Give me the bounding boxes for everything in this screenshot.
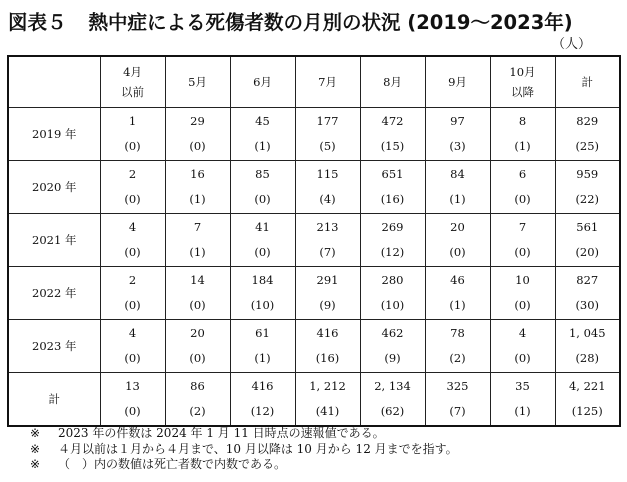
table-cell bbox=[295, 108, 360, 161]
death-count: (7) bbox=[319, 245, 336, 259]
death-count: (7) bbox=[449, 404, 466, 418]
death-count: (0) bbox=[514, 351, 531, 365]
death-count: (16) bbox=[315, 351, 340, 365]
casualty-count: 20 bbox=[190, 326, 205, 340]
casualty-count: 416 bbox=[316, 326, 339, 340]
death-count: (0) bbox=[124, 404, 141, 418]
casualty-count: 7 bbox=[518, 220, 527, 234]
death-count: (2) bbox=[449, 351, 466, 365]
casualty-count: 13 bbox=[125, 379, 140, 393]
column-header-label: 9月 bbox=[448, 75, 467, 89]
death-count: (25) bbox=[575, 139, 600, 153]
casualty-count: 41 bbox=[255, 220, 270, 234]
death-count: (62) bbox=[380, 404, 405, 418]
death-count: (1) bbox=[514, 139, 531, 153]
table-cell bbox=[360, 108, 425, 161]
table-cell bbox=[425, 108, 490, 161]
table-cell bbox=[295, 214, 360, 267]
death-count: (0) bbox=[124, 245, 141, 259]
death-count: (10) bbox=[250, 298, 275, 312]
table-row bbox=[8, 267, 620, 320]
casualty-count: 6 bbox=[518, 167, 527, 181]
unit-label: （人） bbox=[551, 37, 591, 52]
table-cell bbox=[555, 161, 620, 214]
table-cell bbox=[230, 161, 295, 214]
table-cell bbox=[490, 320, 555, 373]
table-cell bbox=[100, 267, 165, 320]
casualty-count: 4 bbox=[518, 326, 527, 340]
death-count: (0) bbox=[189, 351, 206, 365]
table-cell bbox=[165, 214, 230, 267]
death-count: (1) bbox=[189, 192, 206, 206]
table-cell bbox=[230, 108, 295, 161]
table-cell bbox=[165, 373, 230, 427]
table-cell bbox=[490, 214, 555, 267]
footnote-text: 2023 年の件数は 2024 年 1 月 11 日時点の速報値である。 bbox=[58, 426, 385, 440]
footnote-mark: ※ bbox=[30, 426, 41, 440]
death-count: (0) bbox=[514, 245, 531, 259]
table-cell bbox=[100, 161, 165, 214]
table-cell bbox=[100, 320, 165, 373]
row-label: 2020 年 bbox=[8, 161, 100, 214]
casualty-count: 84 bbox=[450, 167, 465, 181]
casualty-count: 7 bbox=[193, 220, 202, 234]
column-header-label: 5月 bbox=[188, 75, 207, 89]
table-cell bbox=[165, 161, 230, 214]
death-count: (0) bbox=[124, 139, 141, 153]
header-row bbox=[8, 56, 620, 108]
row-label: 2022 年 bbox=[8, 267, 100, 320]
table-cell bbox=[230, 267, 295, 320]
death-count: (125) bbox=[571, 404, 603, 418]
footnote-text: （ ）内の数値は死亡者数で内数である。 bbox=[58, 457, 287, 471]
casualty-count: 35 bbox=[515, 379, 530, 393]
casualty-count: 8 bbox=[518, 114, 527, 128]
death-count: (20) bbox=[575, 245, 600, 259]
row-label: 2021 年 bbox=[8, 214, 100, 267]
table-row bbox=[8, 108, 620, 161]
casualty-count: 177 bbox=[316, 114, 339, 128]
table-cell bbox=[555, 108, 620, 161]
table-row bbox=[8, 373, 620, 427]
table-cell bbox=[555, 320, 620, 373]
column-header bbox=[360, 56, 425, 108]
table-cell bbox=[360, 267, 425, 320]
casualty-count: 1, 212 bbox=[309, 379, 346, 393]
table-cell bbox=[490, 267, 555, 320]
death-count: (1) bbox=[254, 139, 271, 153]
casualty-count: 280 bbox=[381, 273, 404, 287]
casualty-count: 97 bbox=[450, 114, 465, 128]
death-count: (0) bbox=[124, 192, 141, 206]
column-header-label: 4月 以前 bbox=[121, 65, 144, 99]
table-cell bbox=[555, 373, 620, 427]
casualty-count: 325 bbox=[446, 379, 469, 393]
casualty-count: 2, 134 bbox=[374, 379, 411, 393]
casualty-count: 416 bbox=[251, 379, 274, 393]
footnote-mark: ※ bbox=[30, 441, 41, 456]
casualty-count: 29 bbox=[190, 114, 205, 128]
casualty-count: 184 bbox=[251, 273, 274, 287]
table-cell bbox=[165, 108, 230, 161]
death-count: (1) bbox=[254, 351, 271, 365]
table-cell bbox=[490, 108, 555, 161]
casualty-count: 2 bbox=[128, 167, 137, 181]
row-label: 2019 年 bbox=[8, 108, 100, 161]
table-cell bbox=[165, 267, 230, 320]
death-count: (9) bbox=[384, 351, 401, 365]
casualty-count: 78 bbox=[450, 326, 465, 340]
death-count: (30) bbox=[575, 298, 600, 312]
casualty-count: 45 bbox=[255, 114, 270, 128]
table-cell bbox=[100, 214, 165, 267]
death-count: (4) bbox=[319, 192, 336, 206]
column-header bbox=[425, 56, 490, 108]
casualty-count: 1, 045 bbox=[568, 326, 606, 340]
table-cell bbox=[230, 214, 295, 267]
casualty-count: 827 bbox=[576, 273, 599, 287]
casualty-count: 16 bbox=[190, 167, 205, 181]
casualty-count: 651 bbox=[381, 167, 404, 181]
column-header bbox=[165, 56, 230, 108]
table-cell bbox=[490, 373, 555, 427]
row-label: 計 bbox=[8, 373, 100, 427]
casualty-count: 86 bbox=[190, 379, 205, 393]
table-cell bbox=[360, 214, 425, 267]
column-header-label: 計 bbox=[581, 75, 593, 89]
casualty-count: 115 bbox=[316, 167, 339, 181]
footnote-mark: ※ bbox=[30, 457, 41, 471]
death-count: (0) bbox=[514, 298, 531, 312]
death-count: (10) bbox=[380, 298, 405, 312]
table-cell bbox=[230, 320, 295, 373]
footnote bbox=[30, 442, 620, 458]
death-count: (0) bbox=[254, 245, 271, 259]
death-count: (12) bbox=[380, 245, 405, 259]
casualty-count: 213 bbox=[316, 220, 339, 234]
column-header-label: 6月 bbox=[253, 75, 272, 89]
casualty-count: 472 bbox=[381, 114, 404, 128]
casualty-count: 4 bbox=[128, 326, 137, 340]
death-count: (0) bbox=[514, 192, 531, 206]
casualty-table bbox=[7, 55, 621, 427]
casualty-count: 959 bbox=[576, 167, 599, 181]
table-cell bbox=[425, 320, 490, 373]
table-cell bbox=[295, 373, 360, 427]
casualty-count: 829 bbox=[576, 114, 599, 128]
column-header-label: 10月 以降 bbox=[509, 65, 536, 99]
death-count: (0) bbox=[124, 298, 141, 312]
table-cell bbox=[425, 161, 490, 214]
table-row bbox=[8, 214, 620, 267]
death-count: (1) bbox=[449, 298, 466, 312]
death-count: (0) bbox=[124, 351, 141, 365]
death-count: (0) bbox=[254, 192, 271, 206]
column-header bbox=[100, 56, 165, 108]
casualty-count: 85 bbox=[255, 167, 270, 181]
casualty-count: 291 bbox=[316, 273, 339, 287]
death-count: (1) bbox=[449, 192, 466, 206]
death-count: (28) bbox=[575, 351, 600, 365]
casualty-count: 46 bbox=[450, 273, 465, 287]
table-cell bbox=[425, 373, 490, 427]
table-cell bbox=[165, 320, 230, 373]
table-cell bbox=[360, 161, 425, 214]
table-cell bbox=[295, 267, 360, 320]
table-row bbox=[8, 320, 620, 373]
death-count: (41) bbox=[315, 404, 340, 418]
table-cell bbox=[555, 214, 620, 267]
column-header-label: 7月 bbox=[318, 75, 337, 89]
header-corner bbox=[8, 56, 100, 108]
column-header bbox=[230, 56, 295, 108]
table-cell bbox=[295, 161, 360, 214]
casualty-count: 1 bbox=[128, 114, 137, 128]
table-cell bbox=[100, 373, 165, 427]
death-count: (16) bbox=[380, 192, 405, 206]
casualty-count: 462 bbox=[381, 326, 404, 340]
table-cell bbox=[490, 161, 555, 214]
figure-number: 図表５ bbox=[8, 11, 67, 34]
death-count: (3) bbox=[449, 139, 466, 153]
table-cell bbox=[425, 214, 490, 267]
column-header bbox=[295, 56, 360, 108]
table-cell bbox=[555, 267, 620, 320]
table-row bbox=[8, 161, 620, 214]
death-count: (2) bbox=[189, 404, 206, 418]
table-cell bbox=[425, 267, 490, 320]
figure-title-text: 熱中症による死傷者数の月別の状況 (2019〜2023年) bbox=[88, 11, 573, 34]
casualty-count: 20 bbox=[450, 220, 465, 234]
table-cell bbox=[230, 373, 295, 427]
footnote-text: ４月以前は１月から４月まで、10 月以降は 10 月から 12 月までを指す。 bbox=[58, 441, 458, 456]
death-count: (1) bbox=[189, 245, 206, 259]
column-header-label: 8月 bbox=[383, 75, 402, 89]
footnote bbox=[30, 426, 620, 442]
death-count: (22) bbox=[575, 192, 600, 206]
death-count: (1) bbox=[514, 404, 531, 418]
column-header bbox=[555, 56, 620, 108]
footnotes bbox=[30, 426, 620, 473]
casualty-count: 4, 221 bbox=[568, 379, 606, 393]
column-header bbox=[490, 56, 555, 108]
row-label: 2023 年 bbox=[8, 320, 100, 373]
figure-title bbox=[8, 7, 623, 35]
death-count: (0) bbox=[189, 139, 206, 153]
casualty-count: 269 bbox=[381, 220, 404, 234]
death-count: (9) bbox=[319, 298, 336, 312]
casualty-count: 2 bbox=[128, 273, 137, 287]
table-cell bbox=[360, 320, 425, 373]
casualty-count: 61 bbox=[255, 326, 270, 340]
table-cell bbox=[100, 108, 165, 161]
death-count: (15) bbox=[380, 139, 405, 153]
death-count: (5) bbox=[319, 139, 336, 153]
casualty-count: 10 bbox=[515, 273, 530, 287]
footnote bbox=[30, 457, 620, 473]
death-count: (12) bbox=[250, 404, 275, 418]
casualty-count: 4 bbox=[128, 220, 137, 234]
table-cell bbox=[295, 320, 360, 373]
death-count: (0) bbox=[449, 245, 466, 259]
table-cell bbox=[360, 373, 425, 427]
casualty-count: 14 bbox=[190, 273, 205, 287]
death-count: (0) bbox=[189, 298, 206, 312]
casualty-count: 561 bbox=[576, 220, 599, 234]
